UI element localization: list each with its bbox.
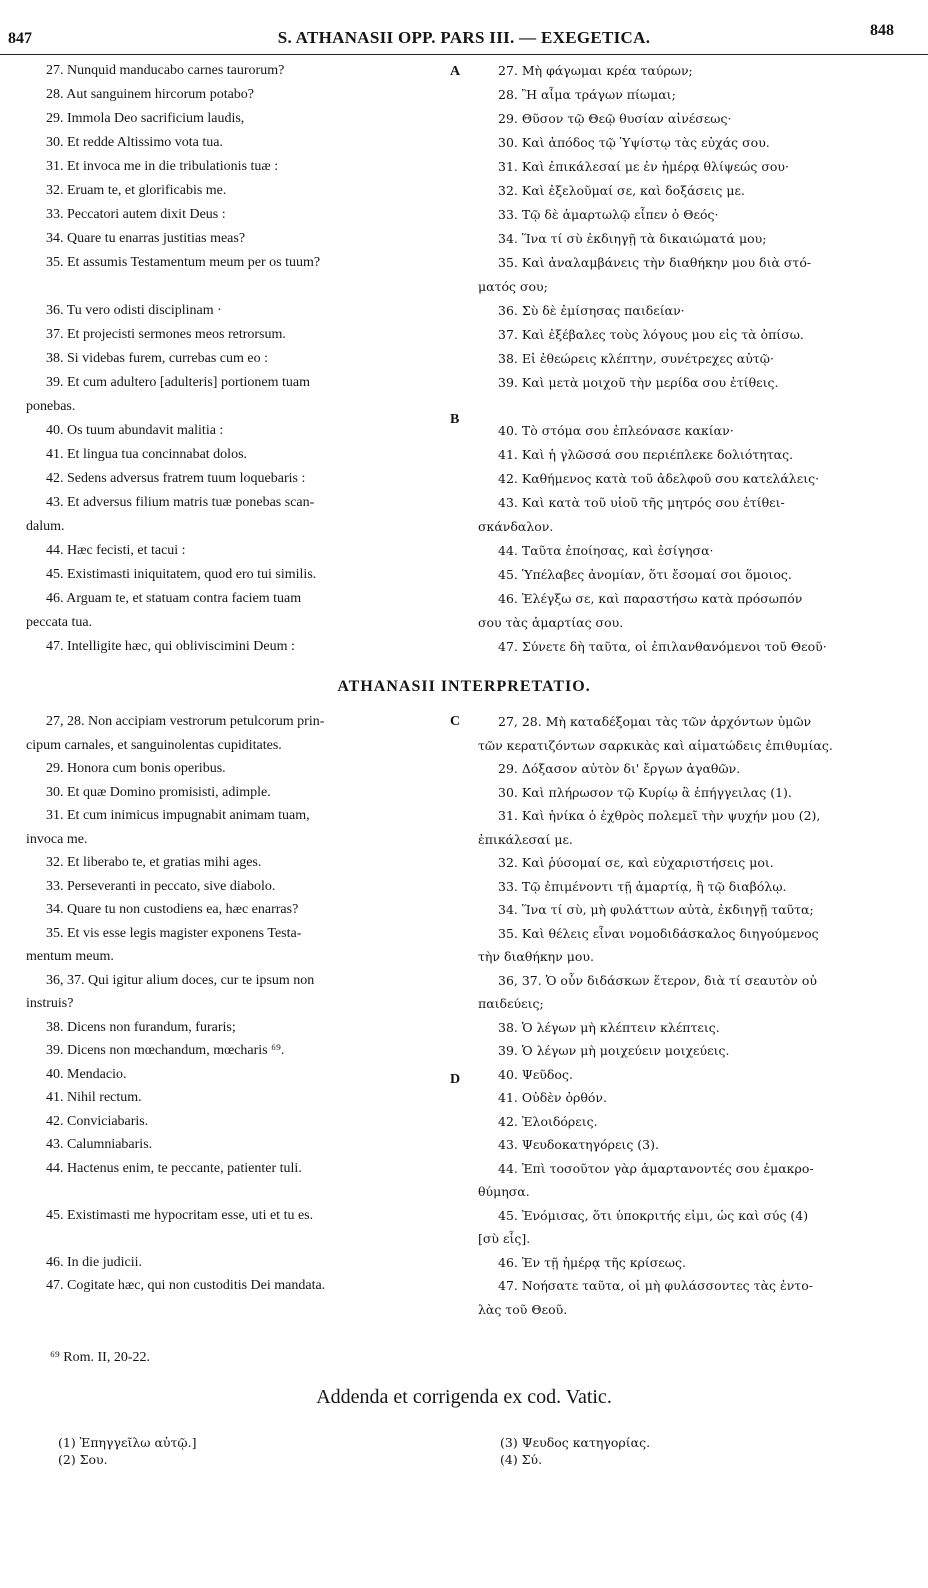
greek-line: τὴν διαθήκην μου. [478, 949, 594, 964]
text-row [0, 923, 928, 947]
latin-line: 46. In die judicii. [46, 1254, 143, 1270]
page-header [0, 22, 928, 55]
greek-line: 35. Καὶ ἀναλαμβάνεις τὴν διαθήκην μου διὰ στό- [498, 255, 812, 270]
latin-line: 39. Et cum adultero [adulteris] portionem tuam [46, 375, 310, 390]
greek-line: ἐπικάλεσαί με. [478, 831, 573, 847]
latin-line: 29. Honora cum bonis operibus. [46, 761, 226, 776]
greek-line: λὰς τοῦ Θεοῦ. [478, 1301, 568, 1317]
greek-line: 42. Καθήμενος κατὰ τοῦ ἀδελφοῦ σου κατελάλεις· [498, 471, 820, 486]
latin-line: 34. Quare tu non custodiens ea, hæc enarras? [46, 902, 299, 917]
latin-line: 34. Quare tu enarras justitias meas? [46, 231, 246, 246]
latin-line: 33. Perseveranti in peccato, sive diabolo. [46, 878, 276, 894]
latin-line: 41. Nihil rectum. [46, 1090, 142, 1105]
text-row [0, 711, 928, 735]
margin-marker-c: C [450, 714, 461, 729]
text-row [0, 492, 928, 516]
text-row [0, 108, 928, 132]
greek-line: 44. Ταῦτα ἐποίησας, καὶ ἐσίγησα· [498, 543, 714, 558]
latin-line: 43. Calumniabaris. [46, 1137, 153, 1152]
text-row [0, 993, 928, 1017]
greek-line: 40. Τὸ στόμα σου ἐπλεόνασε κακίαν· [498, 423, 734, 438]
text-row [0, 228, 928, 252]
greek-line: 29. Θῦσον τῷ Θεῷ θυσίαν αἰνέσεως· [498, 111, 732, 126]
latin-line: 37. Et projecisti sermones meos retrorsum. [46, 327, 286, 342]
text-row [0, 899, 928, 923]
latin-line: 27, 28. Non accipiam vestrorum petulcorum prin- [46, 714, 325, 729]
footnote-69: ⁶⁹ Rom. II, 20-22. [50, 1350, 150, 1365]
latin-line: 44. Hæc fecisti, et tacui : [46, 543, 186, 558]
greek-line: 38. Εἰ ἐθεώρεις κλέπτην, συνέτρεχες αὐτῷ· [498, 351, 774, 366]
latin-line: 39. Dicens non mœchandum, mœcharis ⁶⁹. [46, 1043, 285, 1058]
text-row [0, 1040, 928, 1064]
text-row [0, 876, 928, 900]
text-row [0, 1181, 928, 1205]
latin-line: 28. Aut sanguinem hircorum potabo? [46, 87, 255, 102]
greek-line: 31. Καὶ ἐπικάλεσαί με ἐν ἡμέρᾳ θλίψεώς σου· [498, 159, 789, 174]
text-row [0, 516, 928, 540]
greek-line: τῶν κερατιζόντων σαρκικὰς καὶ αἱματώδεις ἐπιθυμίας. [478, 737, 833, 753]
text-row [0, 852, 928, 876]
latin-line: 42. Sedens adversus fratrem tuum loquebaris : [46, 471, 306, 486]
greek-line: 41. Καὶ ἡ γλῶσσά σου περιέπλεκε δολιότητας. [498, 447, 794, 462]
text-row [0, 324, 928, 348]
greek-line: 46. Ἐλέγξω σε, καὶ παραστήσω κατὰ πρόσωπόν [498, 591, 803, 606]
greek-line: 45. Ἐνόμισας, ὅτι ὑποκριτής εἰμι, ὡς καὶ σύς (4) [498, 1207, 809, 1223]
greek-line: 45. Ὑπέλαβες ἀνομίαν, ὅτι ἔσομαί σοι ὅμοιος. [498, 567, 792, 582]
margin-marker-b: B [450, 412, 460, 427]
text-row [0, 946, 928, 970]
right-page-number: 848 [870, 22, 894, 39]
text-row [0, 132, 928, 156]
latin-line: 41. Et lingua tua concinnabat dolos. [46, 447, 248, 462]
text-row [0, 180, 928, 204]
interpretatio-parallel-text [0, 711, 928, 1322]
running-title: S. ATHANASII OPP. PARS III. — EXEGETICA. [277, 28, 651, 47]
greek-line: 39. Καὶ μετὰ μοιχοῦ τὴν μερίδα σου ἐτίθεις. [498, 375, 779, 390]
latin-line: 47. Intelligite hæc, qui obliviscimini Deum : [46, 639, 295, 654]
addenda-title: Addenda et corrigenda ex cod. Vatic. [316, 1386, 612, 1408]
greek-line: [σὺ εἶς]. [478, 1231, 531, 1246]
text-row [0, 372, 928, 396]
greek-line: σου τὰς ἁμαρτίας σου. [478, 615, 624, 630]
greek-line: 44. Ἐπὶ τοσοῦτον γὰρ ἁμαρτανοντές σου ἐμακρο- [498, 1160, 814, 1176]
note-2: (2) Σου. [58, 1452, 108, 1467]
latin-line: 30. Et redde Altissimo vota tua. [46, 135, 223, 150]
text-row [0, 829, 928, 853]
greek-line: 41. Οὐδὲν ὀρθόν. [498, 1090, 608, 1105]
text-row [0, 612, 928, 636]
latin-line: 38. Si videbas furem, currebas cum eo : [46, 351, 268, 366]
greek-line: 33. Τῷ δὲ ἁμαρτωλῷ εἶπεν ὁ Θεός· [498, 207, 719, 222]
text-row [0, 782, 928, 806]
latin-line: 47. Cogitate hæc, qui non custoditis Dei mandata. [46, 1278, 326, 1293]
text-row [0, 758, 928, 782]
latin-line: 32. Eruam te, et glorificabis me. [46, 183, 227, 198]
greek-line: ματός σου; [478, 279, 548, 294]
greek-line: 43. Ψευδοκατηγόρεις (3). [498, 1137, 659, 1152]
latin-line: 43. Et adversus filium matris tuæ ponebas scan- [46, 495, 315, 510]
text-row [0, 1275, 928, 1299]
left-page-number: 847 [8, 30, 32, 47]
latin-line: ponebas. [26, 399, 76, 414]
margin-marker-a: A [450, 64, 461, 79]
text-row [0, 636, 928, 660]
text-row [0, 1205, 928, 1229]
latin-line: 36, 37. Qui igitur alium doces, cur te ipsum non [46, 972, 315, 988]
greek-line: 32. Καὶ ἐξελοῦμαί σε, καὶ δοξάσεις με. [498, 183, 745, 198]
greek-line: 34. Ἵνα τί σὺ ἐκδιηγῇ τὰ δικαιώματά μου; [498, 231, 767, 246]
latin-line: 35. Et vis esse legis magister exponens Testa- [46, 925, 302, 941]
greek-line: 29. Δόξασον αὐτὸν δι' ἔργων ἀγαθῶν. [498, 761, 741, 776]
note-4: (4) Σύ. [500, 1452, 543, 1467]
greek-line: 46. Ἐν τῇ ἡμέρᾳ τῆς κρίσεως. [498, 1254, 686, 1270]
latin-line: 38. Dicens non furandum, furaris; [46, 1019, 236, 1035]
text-row [0, 396, 928, 420]
text-row [0, 1228, 928, 1252]
text-row [0, 1299, 928, 1323]
greek-line: 42. Ἐλοιδόρεις. [498, 1113, 598, 1129]
text-row [0, 252, 928, 276]
greek-line: 38. Ὁ λέγων μὴ κλέπτειν κλέπτεις. [498, 1019, 720, 1035]
greek-line: 47. Νοήσατε ταῦτα, οἱ μὴ φυλάσσοντες τὰς ἐντο- [498, 1278, 813, 1293]
latin-line: 45. Existimasti iniquitatem, quod ero tui similis. [46, 567, 317, 582]
text-row [0, 1017, 928, 1041]
latin-line: 35. Et assumis Testamentum meum per os tuum? [46, 255, 321, 270]
text-row [0, 300, 928, 324]
text-row [0, 588, 928, 612]
latin-line: 31. Et cum inimicus impugnabit animam tuam, [46, 808, 310, 823]
text-row [0, 540, 928, 564]
text-row [0, 1158, 928, 1182]
latin-line: 36. Tu vero odisti disciplinam · [46, 303, 222, 318]
text-row [0, 805, 928, 829]
latin-line: 31. Et invoca me in die tribulationis tuæ : [46, 159, 279, 174]
latin-line: cipum carnales, et sanguinolentas cupiditates. [26, 737, 282, 753]
text-row [0, 276, 928, 300]
greek-line: 36, 37. Ὁ οὖν διδάσκων ἕτερον, διὰ τί σεαυτὸν οὐ [498, 972, 817, 988]
text-row [0, 204, 928, 228]
notes-right [500, 1434, 650, 1468]
psalm-parallel-text [0, 60, 928, 660]
greek-line: θύμησα. [478, 1184, 530, 1199]
text-row [0, 735, 928, 759]
latin-line: mentum meum. [26, 949, 114, 964]
latin-line: 44. Hactenus enim, te peccante, patienter tuli. [46, 1160, 302, 1176]
greek-line: 27. Μὴ φάγωμαι κρέα ταύρων; [498, 63, 693, 78]
greek-line: 43. Καὶ κατὰ τοῦ υἱοῦ τῆς μητρός σου ἐτίθει- [498, 495, 785, 510]
latin-line: 45. Existimasti me hypocritam esse, uti et tu es. [46, 1207, 314, 1223]
text-row [0, 1064, 928, 1088]
greek-line: 37. Καὶ ἐξέβαλες τοὺς λόγους μου εἰς τὰ ὀπίσω. [498, 327, 804, 342]
text-row [0, 60, 928, 84]
note-3: (3) Ψευδος κατηγορίας. [500, 1435, 651, 1450]
latin-line: 32. Et liberabo te, et gratias mihi ages. [46, 855, 262, 870]
text-row [0, 420, 928, 444]
greek-line: 32. Καὶ ῥύσομαί σε, καὶ εὐχαριστήσεις μοι. [498, 855, 774, 870]
text-row [0, 1111, 928, 1135]
greek-line: 40. Ψεῦδος. [498, 1066, 573, 1082]
greek-line: 36. Σὺ δὲ ἐμίσησας παιδείαν· [498, 303, 685, 318]
margin-marker-d: D [450, 1072, 461, 1087]
text-row [0, 84, 928, 108]
latin-line: 40. Mendacio. [46, 1066, 127, 1082]
latin-line: 33. Peccatori autem dixit Deus : [46, 207, 226, 222]
greek-line: 28. Ἢ αἷμα τράγων πίωμαι; [498, 87, 676, 102]
latin-line: 27. Nunquid manducabo carnes taurorum? [46, 63, 285, 78]
greek-line: παιδεύεις; [478, 996, 544, 1011]
greek-line: 33. Τῷ ἐπιμένοντι τῇ ἁμαρτίᾳ, ἢ τῷ διαβόλῳ. [498, 878, 787, 894]
greek-line: 39. Ὁ λέγων μὴ μοιχεύειν μοιχεύεις. [498, 1043, 730, 1058]
text-row [0, 468, 928, 492]
latin-line: peccata tua. [26, 615, 93, 630]
greek-line: 30. Καὶ ἀπόδος τῷ Ὑψίστῳ τὰς εὐχάς σου. [498, 135, 770, 150]
notes-left [58, 1434, 196, 1468]
latin-line: 46. Arguam te, et statuam contra faciem tuam [46, 591, 302, 606]
greek-line: 34. Ἵνα τί σὺ, μὴ φυλάττων αὐτὰ, ἐκδιηγῇ ταῦτα; [498, 902, 814, 917]
text-row [0, 444, 928, 468]
latin-line: 29. Immola Deo sacrificium laudis, [46, 111, 245, 126]
greek-line: 27, 28. Μὴ καταδέξομαι τὰς τῶν ἀρχόντων ὑμῶν [498, 714, 812, 729]
latin-line: 30. Et quæ Domino promisisti, adimple. [46, 784, 271, 800]
greek-line: 35. Καὶ θέλεις εἶναι νομοδιδάσκαλος διηγούμενος [498, 925, 819, 941]
text-row [0, 348, 928, 372]
latin-line: invoca me. [26, 831, 88, 847]
latin-line: 42. Conviciabaris. [46, 1113, 149, 1129]
interpretatio-title: ATHANASII INTERPRETATIO. [337, 678, 591, 695]
text-row [0, 1087, 928, 1111]
latin-line: 40. Os tuum abundavit malitia : [46, 423, 224, 438]
greek-line: 30. Καὶ πλήρωσον τῷ Κυρίῳ ἃ ἐπήγγειλας (1). [498, 784, 792, 800]
latin-line: dalum. [26, 519, 65, 534]
text-row [0, 1134, 928, 1158]
text-row [0, 1252, 928, 1276]
note-1: (1) Ἐπηγγεῖλω αὐτῷ.] [58, 1435, 197, 1450]
text-row [0, 564, 928, 588]
text-row [0, 970, 928, 994]
text-row [0, 156, 928, 180]
latin-line: instruis? [26, 996, 74, 1011]
greek-line: σκάνδαλον. [478, 519, 554, 534]
greek-line: 31. Καὶ ἡνίκα ὁ ἐχθρὸς πολεμεῖ τὴν ψυχήν μου (2), [498, 808, 821, 823]
greek-line: 47. Σύνετε δὴ ταῦτα, οἱ ἐπιλανθανόμενοι τοῦ Θεοῦ· [498, 639, 827, 654]
